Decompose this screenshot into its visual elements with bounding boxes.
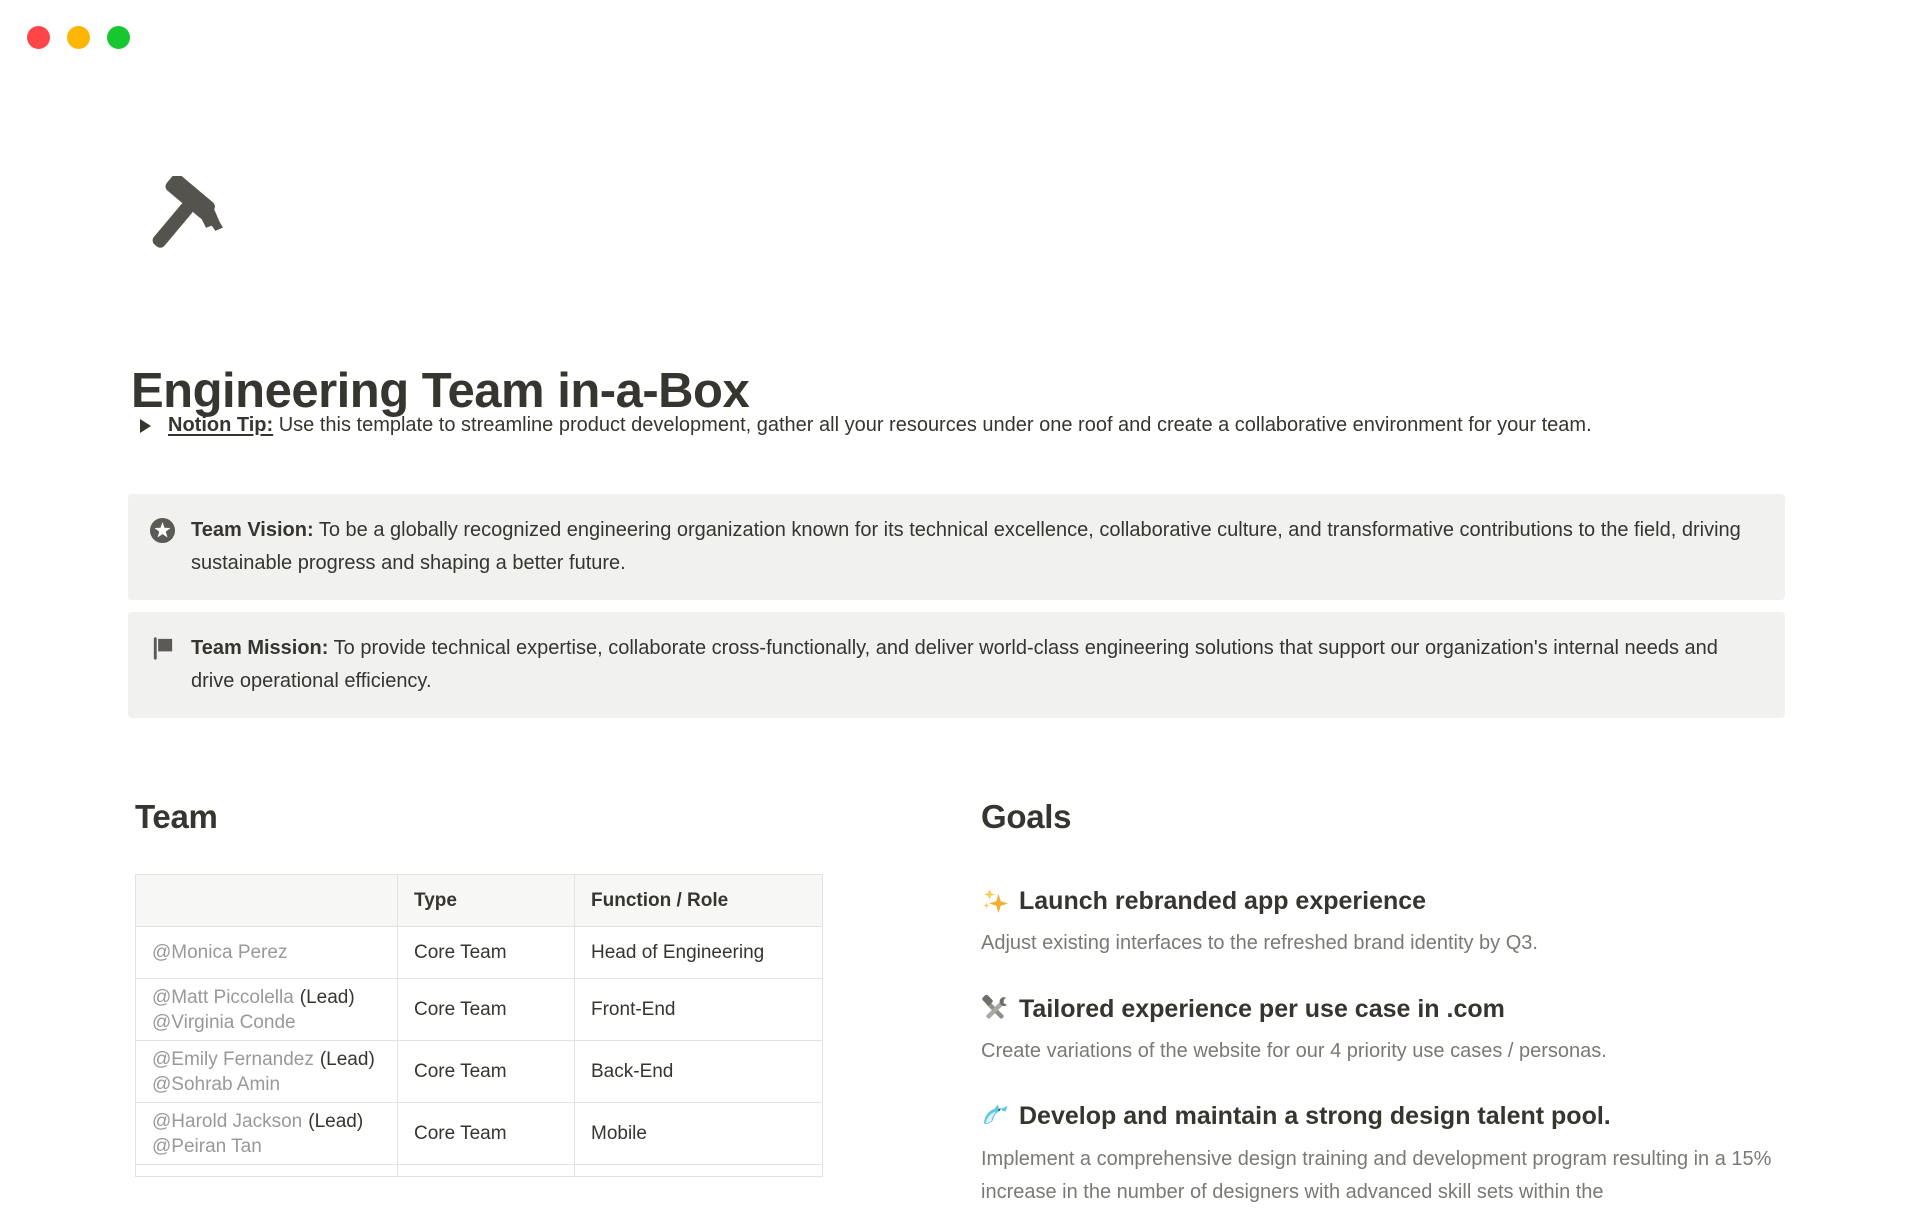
- mention-link[interactable]: @Emily Fernandez: [152, 1048, 314, 1070]
- mention-link[interactable]: @Virginia Conde: [152, 1011, 296, 1033]
- team-table: [135, 874, 823, 1177]
- team-vision-body: To be a globally recognized engineering organization known for its technical excellence, collaborative culture, and transformative contributions to the field, driving sustainable progress and shaping a better future.: [191, 519, 1741, 574]
- goal-description[interactable]: Create variations of the website for our 4 priority use cases / personas.: [981, 1040, 1607, 1062]
- header-cell-function-role[interactable]: Function / Role: [575, 875, 823, 927]
- notion-tip-label: Notion Tip:: [168, 414, 274, 436]
- notion-tip-body: Use this template to streamline product development, gather all your resources under one roof and create a collaborative environment for your team.: [278, 414, 1592, 436]
- toggle-triangle-icon[interactable]: [140, 419, 151, 433]
- table-row-partial: [136, 1165, 823, 1177]
- team-mission-text: [191, 632, 1761, 698]
- window-controls: [27, 26, 130, 49]
- role-cell[interactable]: Back-End: [575, 1041, 823, 1103]
- goal-item-rebrand[interactable]: [981, 884, 1787, 918]
- members-cell[interactable]: @Harold Jackson (Lead) @Peiran Tan: [136, 1103, 398, 1165]
- type-cell[interactable]: Core Team: [398, 1103, 575, 1165]
- table-row: [136, 1103, 823, 1165]
- dolphin-icon: [981, 1102, 1009, 1130]
- page-title[interactable]: Engineering Team in-a-Box: [131, 363, 750, 418]
- team-column: [135, 797, 835, 1177]
- table-row: [136, 927, 823, 979]
- team-vision-text: [191, 514, 1761, 580]
- members-cell[interactable]: [136, 927, 398, 979]
- role-cell[interactable]: Mobile: [575, 1103, 823, 1165]
- goal-title-text: Develop and maintain a strong design talent pool.: [1019, 1102, 1611, 1130]
- role-cell[interactable]: Front-End: [575, 979, 823, 1041]
- zoom-window-button[interactable]: [107, 26, 130, 49]
- team-mission-label: Team Mission:: [191, 637, 329, 659]
- goal-title-text: Tailored experience per use case in .com: [1019, 995, 1505, 1023]
- goal-title-text: Launch rebranded app experience: [1019, 887, 1427, 915]
- type-cell[interactable]: Core Team: [398, 927, 575, 979]
- star-circle-icon: [149, 517, 176, 544]
- page-icon-hammer[interactable]: [136, 176, 228, 268]
- notion-tip-text[interactable]: [168, 412, 1592, 439]
- role-cell[interactable]: Head of Engineering: [575, 927, 823, 979]
- hammer-and-wrench-icon: [981, 995, 1009, 1023]
- goals-column: [981, 797, 1787, 1209]
- team-mission-body: To provide technical expertise, collaborate cross-functionally, and deliver world-class engineering solutions that support our organization's internal needs and drive operational efficiency.: [191, 637, 1718, 692]
- team-heading[interactable]: Team: [135, 798, 218, 835]
- flag-icon: [149, 635, 176, 662]
- type-cell[interactable]: Core Team: [398, 1041, 575, 1103]
- mention-link[interactable]: @Harold Jackson: [152, 1110, 303, 1132]
- notion-tip-block: [140, 412, 1592, 439]
- members-cell[interactable]: @Matt Piccolella (Lead) @Virginia Conde: [136, 979, 398, 1041]
- table-header-row: [136, 875, 823, 927]
- team-vision-callout[interactable]: [128, 494, 1785, 600]
- table-row: [136, 1041, 823, 1103]
- sparkles-icon: [981, 887, 1009, 915]
- close-window-button[interactable]: [27, 26, 50, 49]
- goal-item-tailored[interactable]: [981, 992, 1787, 1026]
- goals-heading[interactable]: Goals: [981, 798, 1072, 835]
- header-cell-blank[interactable]: [136, 875, 398, 927]
- table-row: [136, 979, 823, 1041]
- type-cell[interactable]: Core Team: [398, 979, 575, 1041]
- team-mission-callout[interactable]: [128, 612, 1785, 718]
- team-vision-label: Team Vision:: [191, 519, 314, 541]
- header-cell-type[interactable]: Type: [398, 875, 575, 927]
- mention-link[interactable]: @Peiran Tan: [152, 1135, 262, 1157]
- mention-link[interactable]: @Sohrab Amin: [152, 1073, 281, 1095]
- goal-description[interactable]: Adjust existing interfaces to the refreshed brand identity by Q3.: [981, 932, 1538, 954]
- hammer-icon: [136, 176, 228, 268]
- members-cell[interactable]: @Emily Fernandez (Lead) @Sohrab Amin: [136, 1041, 398, 1103]
- mention-link[interactable]: @Monica Perez: [152, 942, 288, 963]
- goal-description[interactable]: Implement a comprehensive design training and development program resulting in a 15% increase in the number of designers with advanced skill sets within the: [981, 1148, 1772, 1203]
- minimize-window-button[interactable]: [67, 26, 90, 49]
- goal-item-talent-pool[interactable]: [981, 1099, 1787, 1133]
- mention-link[interactable]: @Matt Piccolella: [152, 986, 294, 1008]
